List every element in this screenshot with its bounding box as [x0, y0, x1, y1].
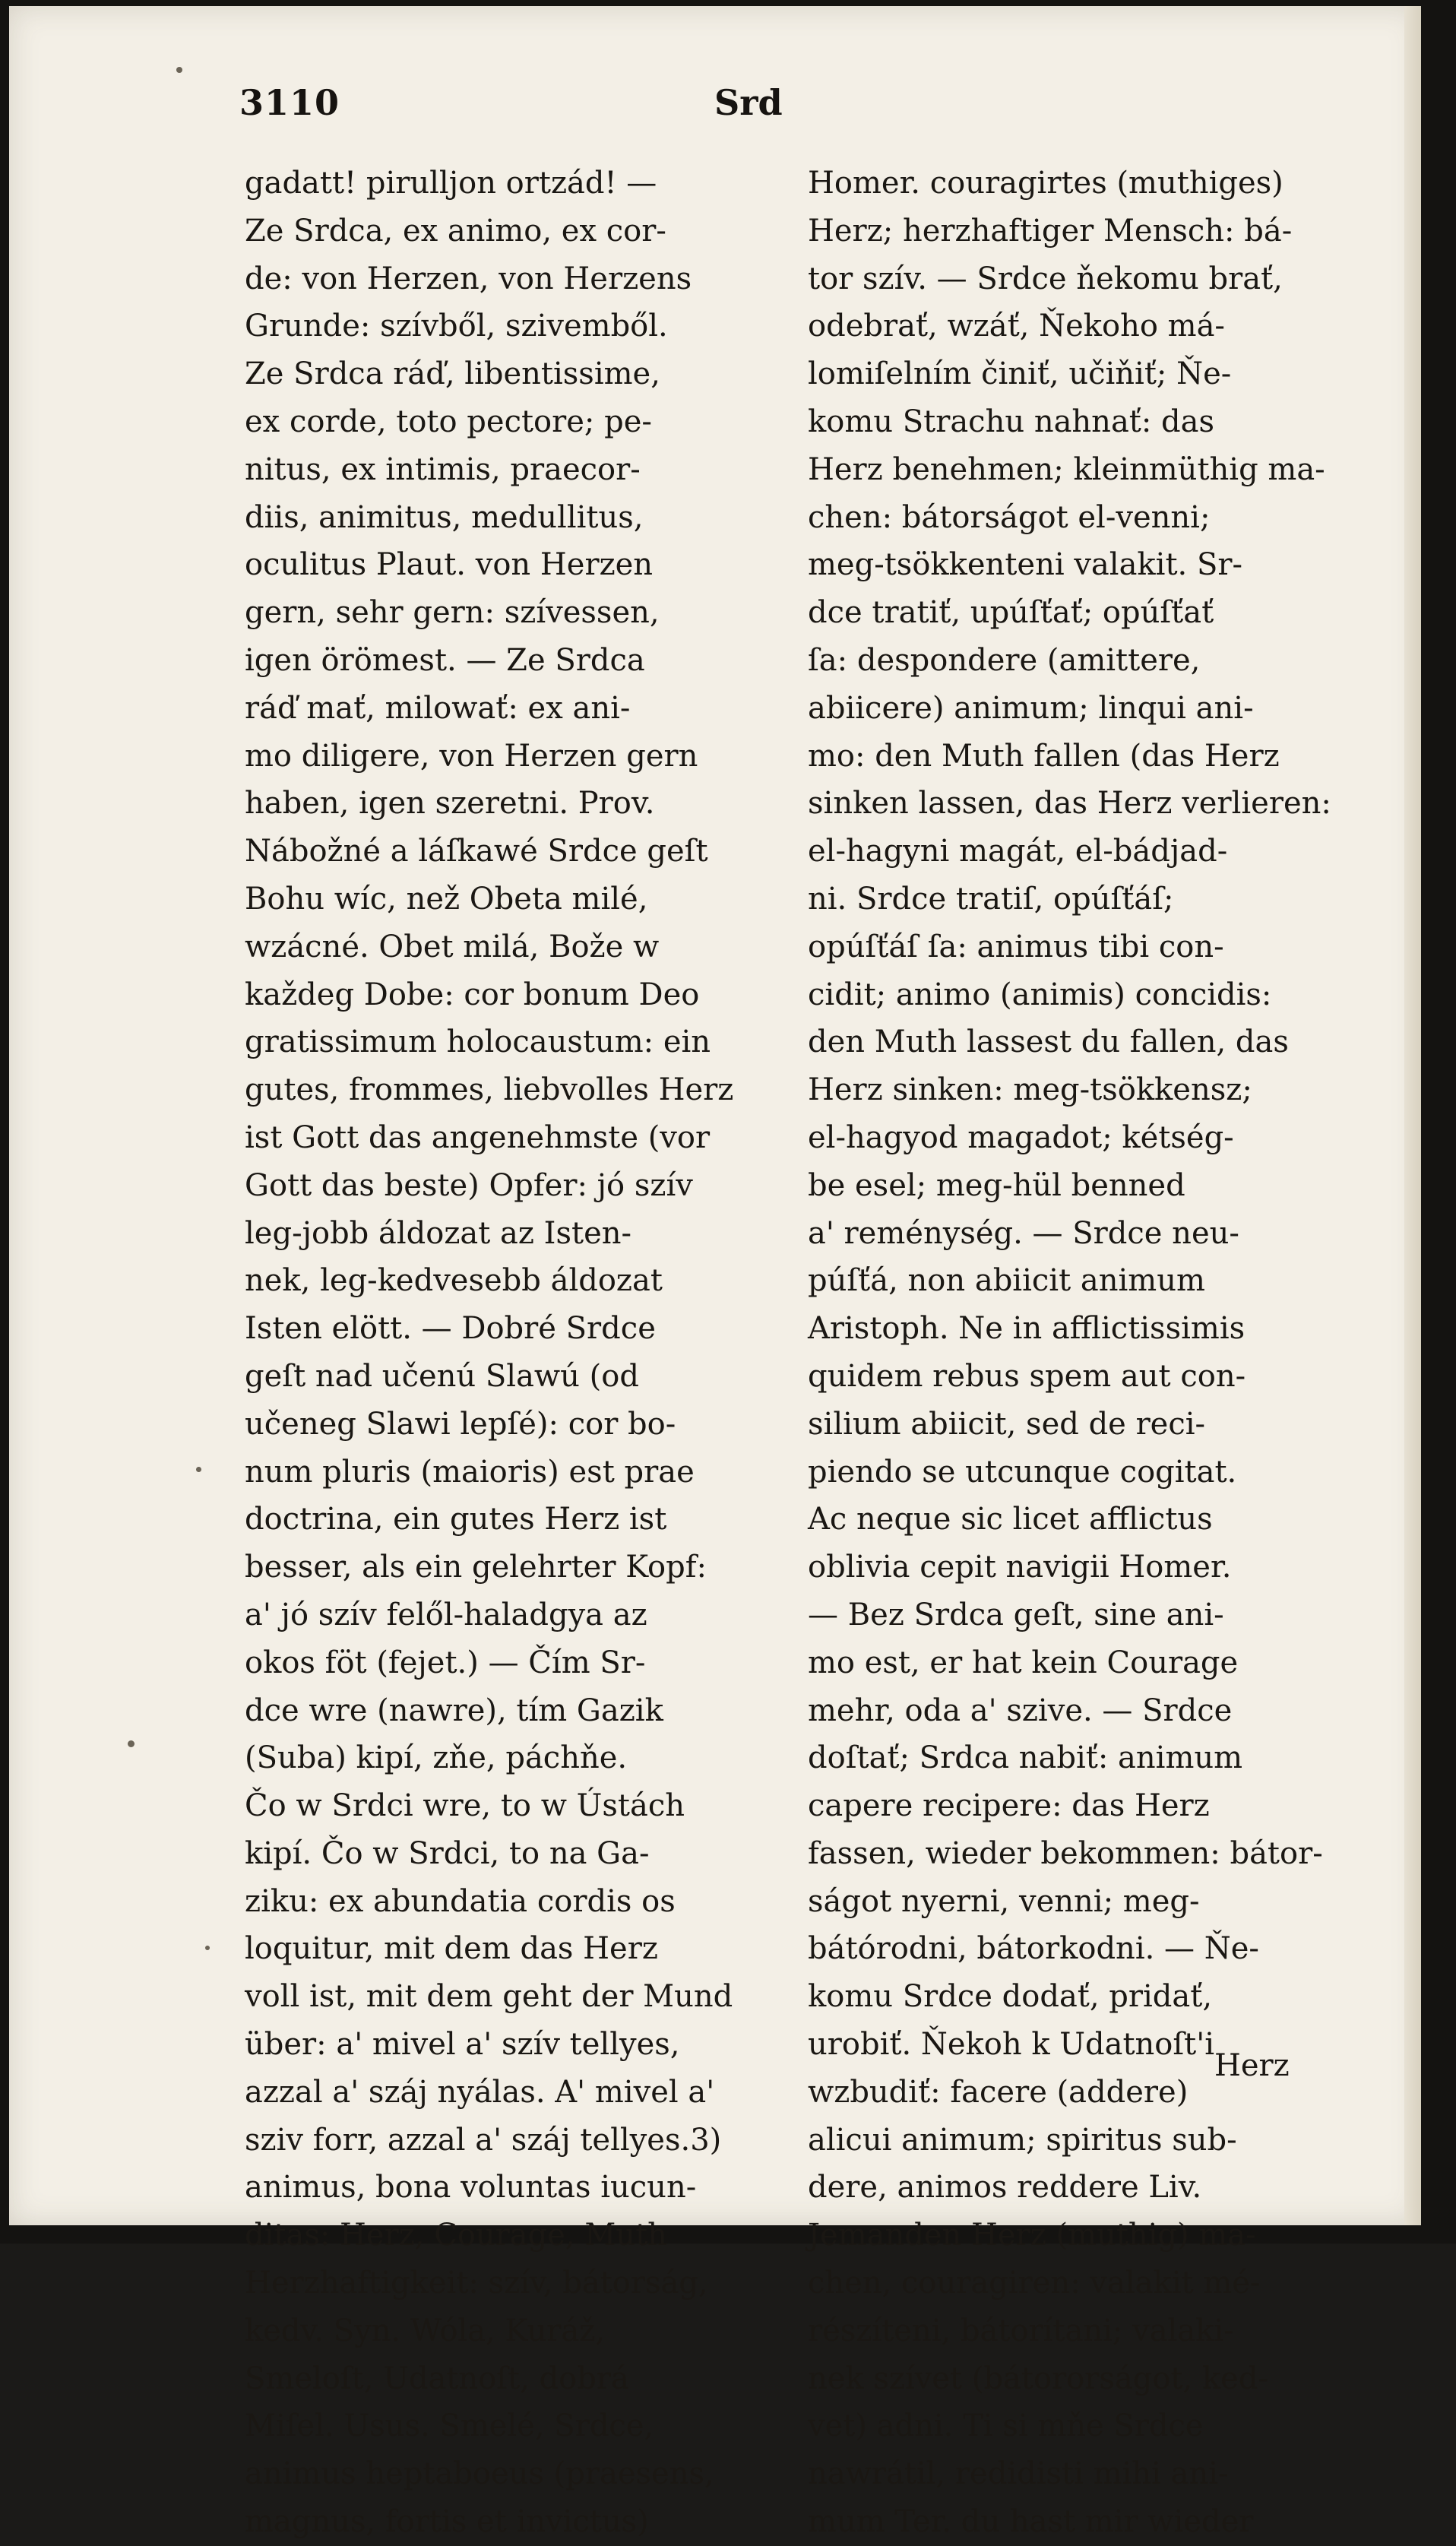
text-line: gadatt! pirulljon ortzád! —	[245, 166, 657, 201]
text-line: fassen, wieder bekommen: bátor-	[808, 1835, 1323, 1871]
text-line: gern, sehr gern: szívessen,	[245, 595, 660, 631]
text-line: Jemanden Herz (muthig) ma-	[808, 2218, 1256, 2253]
text-line: nek, leg-kedvesebb áldozat	[245, 1263, 663, 1299]
text-line: be esel; meg-hül benned	[808, 1167, 1185, 1203]
text-line: részíteni, bátorítani; valaki-	[808, 2313, 1234, 2348]
text-line: Čo w Srdci wre, to w Ústách	[245, 1788, 685, 1824]
text-line: haben, igen szeretni. Prov.	[245, 786, 655, 822]
page-edge-shadow	[1404, 6, 1421, 2225]
text-line: sinken lassen, das Herz verlieren:	[808, 786, 1331, 822]
text-line: nek szívet (bátororságot, ked-	[808, 2361, 1268, 2396]
text-line: kipí. Čo w Srdci, to na Ga-	[245, 1835, 650, 1871]
text-line: voll ist, mit dem geht der Mund	[245, 1979, 733, 2015]
text-line: vet) adni. Ti si mňe Srdce	[808, 2408, 1204, 2444]
text-line: ſa: despondere (amittere,	[808, 642, 1201, 678]
text-line: komu Srdce dodať, pridať,	[808, 1979, 1213, 2015]
text-line: ráď mať, milowať: ex ani-	[245, 690, 631, 726]
text-line: mehr, oda a' szive. — Srdce	[808, 1693, 1233, 1728]
text-line: nawrátil, redidisti mihi ani-	[808, 2456, 1229, 2492]
text-line: igen örömest. — Ze Srdca	[245, 642, 645, 678]
scan-speck	[196, 1467, 201, 1472]
scan-speck	[205, 1946, 210, 1950]
text-line: Grunde: szívből, szivemből.	[245, 309, 668, 344]
text-line: — Bez Srdca geſt, sine ani-	[808, 1597, 1224, 1632]
text-line: mum Ter. du hast mir wieder	[808, 2504, 1254, 2540]
text-line: Ze Srdca ráď, libentissime,	[245, 356, 660, 392]
text-line: lomiſelním činiť, učiňiť; Ňe-	[808, 356, 1232, 392]
text-line: mo: den Muth fallen (das Herz	[808, 738, 1280, 774]
right-column	[808, 160, 1331, 2540]
text-line: okos föt (fejet.) — Čím Sr-	[245, 1645, 646, 1680]
text-line: Miſel. Usus. Smelé, Srdce,	[245, 2408, 654, 2444]
text-line: komu Strachu nahnať: das	[808, 404, 1215, 439]
text-line: quidem rebus spem aut con-	[808, 1358, 1246, 1394]
text-line: chen, couragiren: valakit mé-	[808, 2266, 1261, 2301]
text-line: bátórodni, bátorkodni. — Ňe-	[808, 1931, 1259, 1967]
text-line: urobiť. Ňekoh k Udatnoſt'i	[808, 2027, 1215, 2063]
text-line: animus, bona voluntas iucun-	[245, 2170, 697, 2206]
text-line: ist Gott das angenehmste (vor	[245, 1119, 711, 1155]
text-line: Herzhaftigkeit: szív, bátorság,	[245, 2266, 708, 2301]
text-line: gutes, frommes, liebvolles Herz	[245, 1072, 734, 1108]
text-line: diis, animitus, medullitus,	[245, 499, 644, 535]
text-line: capere recipere: das Herz	[808, 1788, 1210, 1824]
text-line: magnus, fortis et invictus)	[245, 2504, 649, 2540]
text-line: Bohu wíc, než Obeta milé,	[245, 881, 648, 917]
text-line: leg-jobb áldozat az Isten-	[245, 1215, 632, 1251]
text-line: el-hagyod magadot; kétség-	[808, 1119, 1234, 1155]
text-line: Ze Srdca, ex animo, ex cor-	[245, 213, 666, 249]
text-line: chen: bátorságot el-venni;	[808, 499, 1211, 535]
text-line: každeg Dobe: cor bonum Deo	[245, 977, 700, 1012]
text-line: abiicere) animum; linqui ani-	[808, 690, 1254, 726]
text-line: silium abiicit, sed de reci-	[808, 1406, 1206, 1442]
text-line: ex corde, toto pectore; pe-	[245, 404, 652, 439]
text-line: (Suba) kipí, zňe, páchňe.	[245, 1740, 628, 1776]
text-line: azzal a' száj nyálas. A' mivel a'	[245, 2074, 715, 2110]
text-line: opúſťáſ ſa: animus tibi con-	[808, 929, 1224, 964]
text-line: Homer. couragirtes (muthiges)	[808, 166, 1283, 201]
text-line: wzbudiť: facere (addere)	[808, 2074, 1189, 2110]
text-line: Smeloſt, Udatnoſt, dobrá	[245, 2361, 629, 2396]
text-line: dere, animos reddere Liv.	[808, 2170, 1202, 2206]
text-line: besser, als ein gelehrter Kopf:	[245, 1550, 707, 1585]
text-line: piendo se utcunque cogitat.	[808, 1454, 1237, 1490]
text-line: Aristoph. Ne in afflictissimis	[808, 1311, 1246, 1347]
text-line: geſt nad učenú Slawú (od	[245, 1358, 639, 1394]
text-line: mo diligere, von Herzen gern	[245, 738, 698, 774]
text-line: sziv forr, azzal a' száj tellyes.3)	[245, 2122, 722, 2158]
text-line: über: a' mivel a' szív tellyes,	[245, 2027, 680, 2063]
catchword: Herz	[1214, 2048, 1290, 2083]
text-line: den Muth lassest du fallen, das	[808, 1024, 1289, 1060]
text-line: oculitus Plaut. von Herzen	[245, 547, 654, 583]
text-line: ziku: ex abundatia cordis os	[245, 1883, 676, 1919]
text-line: doſtať; Srdca nabiť: animum	[808, 1740, 1243, 1776]
text-line: Nábožné a láſkawé Srdce geſt	[245, 834, 708, 869]
left-column	[245, 160, 768, 2540]
text-line: ni. Srdce tratiſ, opúſťáſ;	[808, 881, 1174, 917]
text-line: učeneg Slawi lepſé): cor bo-	[245, 1406, 676, 1442]
scan-speck	[176, 67, 182, 73]
text-line: a' reménység. — Srdce neu-	[808, 1215, 1239, 1251]
text-line: oblivia cepit navigii Homer.	[808, 1550, 1232, 1585]
text-line: num pluris (maioris) est prae	[245, 1454, 695, 1490]
text-line: ságot nyerni, venni; meg-	[808, 1883, 1200, 1919]
text-line: Herz sinken: meg-tsökkensz;	[808, 1072, 1252, 1108]
text-line: meg-tsökkenteni valakit. Sr-	[808, 547, 1242, 583]
text-line: animus heptaboeus (praesens,	[245, 2456, 714, 2492]
text-line: alicui animum; spiritus sub-	[808, 2122, 1237, 2158]
text-line: púſťá, non abiicit animum	[808, 1263, 1205, 1299]
text-line: loquitur, mit dem das Herz	[245, 1931, 658, 1967]
text-line: mo est, er hat kein Courage	[808, 1645, 1239, 1680]
text-line: el-hagyni magát, el-bádjad-	[808, 834, 1228, 869]
text-line: nitus, ex intimis, praecor-	[245, 451, 641, 487]
text-line: doctrina, ein gutes Herz ist	[245, 1502, 667, 1537]
text-line: dce wre (nawre), tím Gazik	[245, 1693, 663, 1728]
text-line: dce tratiť, upúſťať; opúſťať	[808, 595, 1214, 631]
text-line: odebrať, wzáť, Ňekoho má-	[808, 309, 1225, 344]
page-header	[239, 82, 1334, 128]
text-line: wzácné. Obet milá, Bože w	[245, 929, 660, 964]
text-line: cidit; animo (animis) concidis:	[808, 977, 1272, 1012]
page-number: 3110	[239, 82, 340, 123]
text-line: Gott das beste) Opfer: jó szív	[245, 1167, 693, 1203]
text-line: ditas: Herz, Courage, Muth	[245, 2218, 667, 2253]
scan-speck	[128, 1740, 135, 1747]
text-line: a' jó szív felől-haladgya az	[245, 1597, 647, 1632]
text-line: de: von Herzen, von Herzens	[245, 261, 692, 296]
running-headword: Srd	[714, 82, 783, 123]
text-line: Herz; herzhaftiger Mensch: bá-	[808, 213, 1293, 249]
text-line: Isten elött. — Dobré Srdce	[245, 1311, 656, 1347]
text-line: kedv. Syn. Wóla, Kuráž,	[245, 2313, 606, 2348]
text-line: Herz benehmen; kleinmüthig ma-	[808, 451, 1325, 487]
text-line: tor szív. — Srdce ňekomu brať,	[808, 261, 1283, 296]
text-line: gratissimum holocaustum: ein	[245, 1024, 711, 1060]
text-line: Ac neque sic licet afflictus	[808, 1502, 1213, 1537]
